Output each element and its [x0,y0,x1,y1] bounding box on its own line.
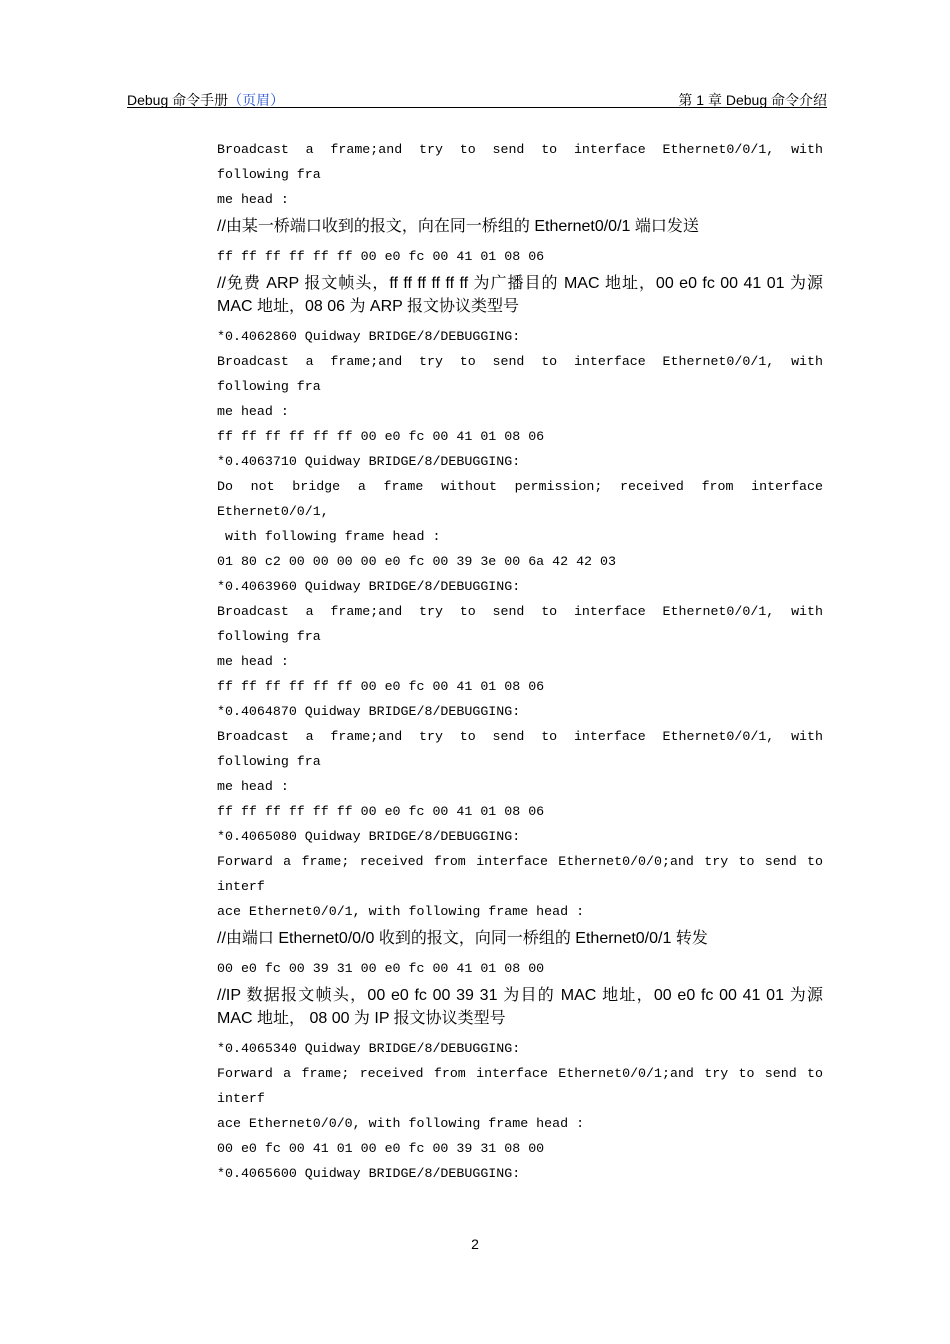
debug-output-line: Broadcast a frame;and try to send to interface Ethernet0/0/1, with [217,354,823,369]
debug-output-line: following fra [217,167,321,182]
header-note: （页眉） [228,92,285,108]
debug-output-line: interf [217,1091,265,1106]
explanation-comment: //由端口 Ethernet0/0/0 收到的报文，向同一桥组的 Ethernet0/0/1 转发 [217,930,708,947]
debug-output-line: *0.4063710 Quidway BRIDGE/8/DEBUGGING: [217,454,521,469]
debug-output-line: ff ff ff ff ff ff 00 e0 fc 00 41 01 08 06 [217,679,545,694]
header-chapter-title: 第 1 章 Debug 命令介绍 [678,92,827,108]
debug-output-line: *0.4063960 Quidway BRIDGE/8/DEBUGGING: [217,579,521,594]
explanation-comment: //免费 ARP 报文帧头，ff ff ff ff ff ff 为广播目的 MAC 地址，00 e0 fc 00 41 01 为源 MAC 地址，08 06 为 ARP 报文协议类型号 [217,275,823,315]
debug-output-line: *0.4065340 Quidway BRIDGE/8/DEBUGGING: [217,1041,521,1056]
debug-output-line: me head : [217,192,289,207]
header-manual-title: Debug 命令手册 [127,92,229,108]
debug-output-line: ff ff ff ff ff ff 00 e0 fc 00 41 01 08 06 [217,804,545,819]
debug-output-line: me head : [217,779,289,794]
debug-output-line: following fra [217,629,321,644]
debug-output-line: Broadcast a frame;and try to send to interface Ethernet0/0/1, with [217,604,823,619]
debug-output-line: 01 80 c2 00 00 00 00 e0 fc 00 39 3e 00 6a 42 42 03 [217,554,616,569]
debug-output-line: *0.4065600 Quidway BRIDGE/8/DEBUGGING: [217,1166,521,1181]
page-header [127,88,827,108]
debug-output-line: Forward a frame; received from interface Ethernet0/0/0;and try to send to [217,854,823,869]
debug-output-line: Ethernet0/0/1, [217,504,329,519]
debug-output-line: Broadcast a frame;and try to send to interface Ethernet0/0/1, with [217,142,823,157]
debug-output-line: ace Ethernet0/0/0, with following frame head : [217,1116,585,1131]
debug-output-line: Do not bridge a frame without permission; received from interface [217,479,823,494]
debug-output-line: *0.4065080 Quidway BRIDGE/8/DEBUGGING: [217,829,521,844]
debug-output-line: ff ff ff ff ff ff 00 e0 fc 00 41 01 08 06 [217,249,545,264]
debug-output-line: me head : [217,404,289,419]
explanation-comment: //IP 数据报文帧头，00 e0 fc 00 39 31 为目的 MAC 地址，00 e0 fc 00 41 01 为源 MAC 地址， 08 00 为 IP 报文协议类型号 [217,987,823,1027]
debug-output-line: interf [217,879,265,894]
debug-output-line: 00 e0 fc 00 39 31 00 e0 fc 00 41 01 08 00 [217,961,545,976]
document-body [217,137,823,1186]
debug-output-line: Forward a frame; received from interface Ethernet0/0/1;and try to send to [217,1066,823,1081]
debug-output-line: following fra [217,754,321,769]
debug-output-line: me head : [217,654,289,669]
debug-output-line: Broadcast a frame;and try to send to interface Ethernet0/0/1, with [217,729,823,744]
debug-output-line: following fra [217,379,321,394]
explanation-comment: //由某一桥端口收到的报文，向在同一桥组的 Ethernet0/0/1 端口发送 [217,218,699,235]
header-left [127,90,284,110]
debug-output-line: 00 e0 fc 00 41 01 00 e0 fc 00 39 31 08 00 [217,1141,545,1156]
debug-output-line: *0.4062860 Quidway BRIDGE/8/DEBUGGING: [217,329,521,344]
page-number: 2 [471,1236,479,1252]
debug-output-line: ace Ethernet0/0/1, with following frame head : [217,904,585,919]
debug-output-line: *0.4064870 Quidway BRIDGE/8/DEBUGGING: [217,704,521,719]
debug-output-line: ff ff ff ff ff ff 00 e0 fc 00 41 01 08 06 [217,429,545,444]
debug-output-line: with following frame head : [217,529,441,544]
